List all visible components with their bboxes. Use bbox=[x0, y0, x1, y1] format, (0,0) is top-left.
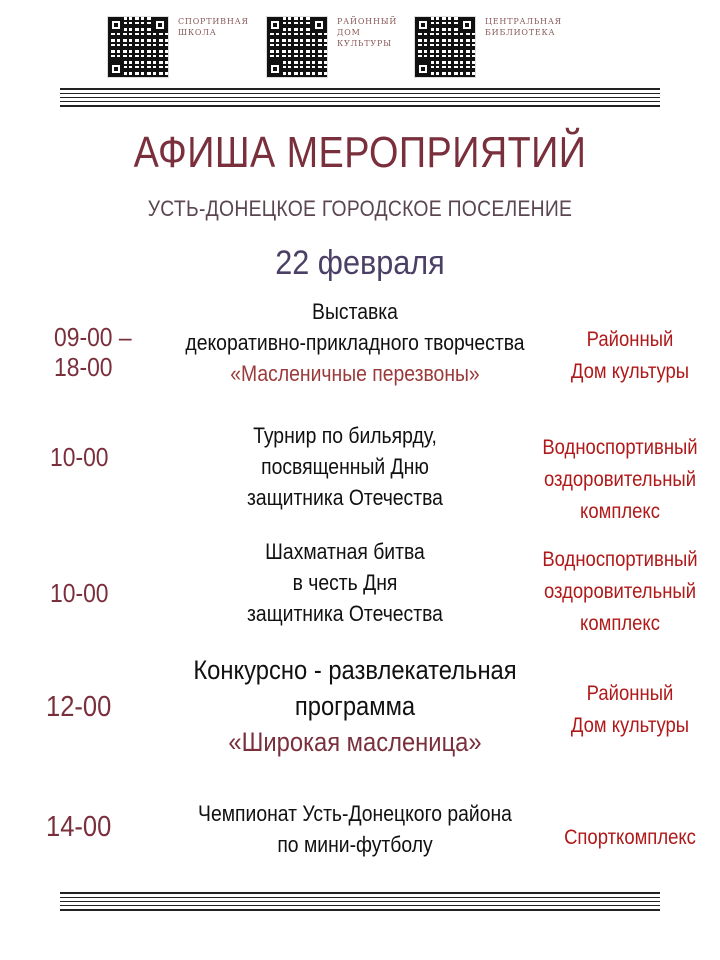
qr-code-icon bbox=[266, 16, 328, 78]
event-time: 09-00 – 18-00 bbox=[54, 322, 132, 382]
event-name: Чемпионат Усть-Донецкого района по мини-футболу bbox=[198, 801, 512, 857]
event-place: Районный Дом культуры bbox=[570, 328, 690, 383]
page-subtitle: УСТЬ-ДОНЕЦКОЕ ГОРОДСКОЕ ПОСЕЛЕНИЕ bbox=[147, 196, 573, 221]
event-place: Районный Дом культуры bbox=[570, 682, 690, 737]
qr-label: ЦЕНТРАЛЬНАЯ БИБЛИОТЕКА bbox=[485, 17, 562, 37]
top-divider bbox=[60, 88, 660, 110]
event-name: Конкурсно - развлекательная программа «Широкая масленица» bbox=[193, 655, 517, 757]
bottom-divider bbox=[60, 892, 660, 914]
qr-sport-school[interactable] bbox=[107, 16, 249, 78]
event-time: 12-00 bbox=[46, 691, 112, 723]
event-place: Водноспортивный оздоровительный комплекс bbox=[542, 548, 698, 635]
event-time: 14-00 bbox=[46, 811, 112, 843]
event-date: 22 февраля bbox=[275, 244, 445, 282]
event-place: Спорткомплекс bbox=[564, 826, 696, 849]
event-name: Выставка декоративно-прикладного творчества «Масленичные перезвоны» bbox=[185, 299, 525, 386]
qr-code-icon bbox=[414, 16, 476, 78]
qr-culture-house[interactable] bbox=[266, 16, 397, 78]
event-time: 10-00 bbox=[50, 578, 109, 608]
qr-code-icon bbox=[107, 16, 169, 78]
event-place: Водноспортивный оздоровительный комплекс bbox=[542, 436, 698, 523]
qr-label: РАЙОННЫЙ ДОМ КУЛЬТУРЫ bbox=[337, 17, 398, 48]
event-time: 10-00 bbox=[50, 442, 109, 472]
event-name: Турнир по бильярду, посвященный Дню защитника Отечества bbox=[247, 423, 443, 510]
qr-central-library[interactable] bbox=[414, 16, 562, 78]
event-name: Шахматная битва в честь Дня защитника Отечества bbox=[247, 539, 443, 626]
page-title: АФИША МЕРОПРИЯТИЙ bbox=[133, 128, 587, 177]
qr-label: СПОРТИВНАЯ ШКОЛА bbox=[178, 17, 249, 37]
